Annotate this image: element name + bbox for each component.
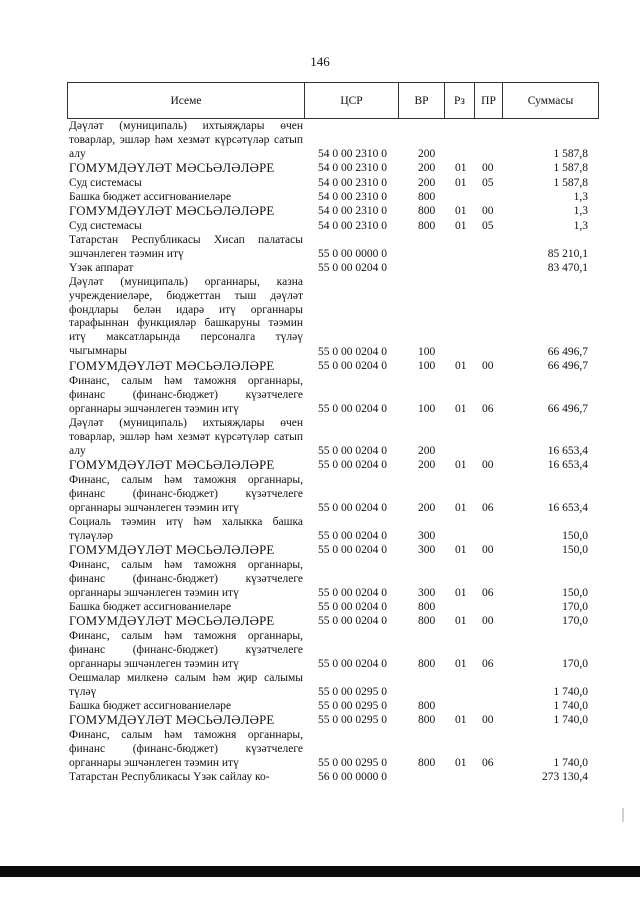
page-number: 146	[310, 54, 330, 69]
row-name: Финанс, салым һәм таможня органнары, финанс (финанс-бюджет) күзәтчелеге органнары эшчәнлеген тәэмин итү	[69, 630, 303, 670]
header-csr: ЦСР	[304, 83, 398, 118]
row-vr: 200	[418, 148, 436, 160]
row-csr: 55 0 00 0295 0	[318, 757, 387, 769]
row-pr: 06	[482, 757, 494, 769]
row-csr: 55 0 00 0204 0	[318, 262, 387, 274]
row-csr: 54 0 00 2310 0	[318, 220, 387, 232]
table-row	[0, 417, 640, 459]
row-rz: 01	[455, 162, 467, 174]
row-rz: 01	[455, 220, 467, 232]
row-name: Үзәк аппарат	[69, 262, 134, 274]
row-pr: 00	[482, 714, 494, 726]
table-row	[0, 474, 640, 516]
row-sum: 1 587,8	[553, 177, 588, 189]
row-sum: 1,3	[573, 191, 588, 203]
row-name: ГОМУМДӘҮЛӘТ МӘСЬӘЛӘЛӘРЕ	[69, 543, 275, 557]
table-row	[0, 360, 640, 375]
row-name: Финанс, салым һәм таможня органнары, финанс (финанс-бюджет) күзәтчелеге органнары эшчәнлеген тәэмин итү	[69, 375, 303, 415]
row-csr: 55 0 00 0204 0	[318, 346, 387, 358]
table-row	[0, 544, 640, 559]
row-csr: 55 0 00 0204 0	[318, 658, 387, 670]
row-vr: 100	[418, 360, 436, 372]
row-name: Башка бюджет ассигнованиеләре	[69, 601, 232, 613]
row-name: Башка бюджет ассигнованиеләре	[69, 191, 232, 203]
row-sum: 16 653,4	[547, 459, 588, 471]
row-rz: 01	[455, 658, 467, 670]
row-name: ГОМУМДӘҮЛӘТ МӘСЬӘЛӘЛӘРЕ	[69, 614, 275, 628]
table-row	[0, 276, 640, 360]
row-vr: 800	[418, 658, 436, 670]
row-csr: 55 0 00 0295 0	[318, 686, 387, 698]
table-row	[0, 729, 640, 771]
header-sum: Суммасы	[502, 83, 598, 118]
row-sum: 150,0	[562, 530, 588, 542]
table-row	[0, 516, 640, 544]
header-name: Исеме	[170, 94, 202, 107]
row-vr: 100	[418, 403, 436, 415]
row-vr: 200	[418, 162, 436, 174]
row-vr: 300	[418, 544, 436, 556]
row-sum: 1 587,8	[553, 162, 588, 174]
row-rz: 01	[455, 714, 467, 726]
header-pr: ПР	[474, 83, 502, 118]
row-pr: 06	[482, 403, 494, 415]
table-row	[0, 162, 640, 177]
row-sum: 16 653,4	[547, 445, 588, 457]
table-row	[0, 120, 640, 162]
row-name: Башка бюджет ассигнованиеләре	[69, 700, 232, 712]
table-row	[0, 459, 640, 474]
row-csr: 55 0 00 0204 0	[318, 601, 387, 613]
row-csr: 54 0 00 2310 0	[318, 191, 387, 203]
table-row	[0, 234, 640, 262]
row-vr: 800	[418, 757, 436, 769]
row-name: Дәүләт (муниципаль) ихтыяҗлары өчен товарлар, эшләр һәм хезмәт күрсәтүләр сатып алу	[69, 120, 303, 160]
row-sum: 1 740,0	[553, 757, 588, 769]
row-name: Татарстан Республикасы Үзәк сайлау ко-	[69, 771, 270, 783]
row-sum: 150,0	[562, 587, 588, 599]
table-row	[0, 700, 640, 714]
row-csr: 54 0 00 2310 0	[318, 162, 387, 174]
row-sum: 1 740,0	[553, 686, 588, 698]
row-rz: 01	[455, 459, 467, 471]
row-csr: 54 0 00 2310 0	[318, 177, 387, 189]
row-name: Татарстан Республикасы Хисап палатасы эшчәнлеген тәэмин итү	[69, 234, 303, 260]
row-sum: 1,3	[573, 220, 588, 232]
row-csr: 55 0 00 0295 0	[318, 700, 387, 712]
row-sum: 1 587,8	[553, 148, 588, 160]
row-name: Дәүләт (муниципаль) ихтыяҗлары өчен товарлар, эшләр һәм хезмәт күрсәтүләр сатып алу	[69, 417, 303, 457]
table-row	[0, 771, 640, 785]
row-csr: 55 0 00 0204 0	[318, 360, 387, 372]
row-name: ГОМУМДӘҮЛӘТ МӘСЬӘЛӘЛӘРЕ	[69, 458, 275, 472]
row-vr: 800	[418, 191, 436, 203]
table-row	[0, 262, 640, 276]
row-name: ГОМУМДӘҮЛӘТ МӘСЬӘЛӘЛӘРЕ	[69, 713, 275, 727]
row-sum: 66 496,7	[547, 360, 588, 372]
row-pr: 00	[482, 459, 494, 471]
row-vr: 800	[418, 714, 436, 726]
row-pr: 00	[482, 162, 494, 174]
row-pr: 00	[482, 360, 494, 372]
table-row	[0, 205, 640, 220]
row-csr: 55 0 00 0204 0	[318, 459, 387, 471]
row-rz: 01	[455, 177, 467, 189]
row-rz: 01	[455, 502, 467, 514]
row-sum: 170,0	[562, 601, 588, 613]
row-csr: 55 0 00 0204 0	[318, 445, 387, 457]
row-sum: 83 470,1	[547, 262, 588, 274]
row-vr: 300	[418, 530, 436, 542]
row-vr: 800	[418, 700, 436, 712]
scan-edge-mark	[622, 808, 624, 822]
row-name: Дәүләт (муниципаль) органнары, казна учреждениеләре, бюджеттан тыш дәүләт фондлары белән идарә итү органнары тарафыннан функцияләр башкаруны тәэмин итү максатларында персоналга түләү чыгымнары	[69, 276, 303, 357]
row-name: ГОМУМДӘҮЛӘТ МӘСЬӘЛӘЛӘРЕ	[69, 359, 275, 373]
header-rz: Рз	[444, 83, 474, 118]
row-sum: 66 496,7	[547, 403, 588, 415]
header-vr: ВР	[398, 83, 444, 118]
row-sum: 1 740,0	[553, 714, 588, 726]
row-rz: 01	[455, 403, 467, 415]
row-vr: 200	[418, 459, 436, 471]
row-csr: 55 0 00 0000 0	[318, 248, 387, 260]
row-sum: 273 130,4	[542, 771, 588, 783]
row-sum: 1,3	[573, 205, 588, 217]
row-vr: 800	[418, 601, 436, 613]
row-rz: 01	[455, 615, 467, 627]
row-vr: 800	[418, 205, 436, 217]
row-rz: 01	[455, 757, 467, 769]
row-name: Финанс, салым һәм таможня органнары, финанс (финанс-бюджет) күзәтчелеге органнары эшчәнлеген тәэмин итү	[69, 474, 303, 514]
row-sum: 85 210,1	[547, 248, 588, 260]
scan-bottom-border	[0, 866, 640, 877]
row-vr: 200	[418, 177, 436, 189]
table-row	[0, 714, 640, 729]
row-pr: 00	[482, 615, 494, 627]
row-pr: 06	[482, 587, 494, 599]
row-csr: 55 0 00 0204 0	[318, 502, 387, 514]
row-name: Финанс, салым һәм таможня органнары, финанс (финанс-бюджет) күзәтчелеге органнары эшчәнлеген тәэмин итү	[69, 559, 303, 599]
row-vr: 200	[418, 445, 436, 457]
row-pr: 06	[482, 658, 494, 670]
table-row	[0, 601, 640, 615]
row-name: Социаль тәэмин итү һәм халыкка башка түләүләр	[69, 516, 303, 542]
table-row	[0, 177, 640, 191]
row-pr: 05	[482, 220, 494, 232]
row-pr: 00	[482, 205, 494, 217]
row-rz: 01	[455, 205, 467, 217]
row-vr: 200	[418, 502, 436, 514]
row-name: Финанс, салым һәм таможня органнары, финанс (финанс-бюджет) күзәтчелеге органнары эшчәнлеген тәэмин итү	[69, 729, 303, 769]
table-row	[0, 615, 640, 630]
table-row	[0, 630, 640, 672]
row-csr: 55 0 00 0295 0	[318, 714, 387, 726]
row-rz: 01	[455, 544, 467, 556]
row-csr: 55 0 00 0204 0	[318, 615, 387, 627]
row-pr: 06	[482, 502, 494, 514]
row-sum: 170,0	[562, 658, 588, 670]
row-name: Оешмалар милкенә салым һәм җир салымы түләү	[69, 672, 303, 698]
row-sum: 1 740,0	[553, 700, 588, 712]
row-sum: 16 653,4	[547, 502, 588, 514]
table-row	[0, 191, 640, 205]
row-rz: 01	[455, 587, 467, 599]
row-vr: 800	[418, 615, 436, 627]
row-sum: 150,0	[562, 544, 588, 556]
row-csr: 55 0 00 0204 0	[318, 587, 387, 599]
row-csr: 54 0 00 2310 0	[318, 205, 387, 217]
row-csr: 55 0 00 0204 0	[318, 530, 387, 542]
row-pr: 05	[482, 177, 494, 189]
table-row	[0, 220, 640, 234]
row-csr: 54 0 00 2310 0	[318, 148, 387, 160]
row-name: Суд системасы	[69, 177, 142, 189]
row-name: ГОМУМДӘҮЛӘТ МӘСЬӘЛӘЛӘРЕ	[69, 161, 275, 175]
row-sum: 66 496,7	[547, 346, 588, 358]
row-sum: 170,0	[562, 615, 588, 627]
table-header	[67, 82, 599, 119]
row-csr: 55 0 00 0204 0	[318, 403, 387, 415]
row-rz: 01	[455, 360, 467, 372]
row-name: Суд системасы	[69, 220, 142, 232]
row-csr: 55 0 00 0204 0	[318, 544, 387, 556]
row-csr: 56 0 00 0000 0	[318, 771, 387, 783]
row-pr: 00	[482, 544, 494, 556]
row-vr: 800	[418, 220, 436, 232]
table-row	[0, 559, 640, 601]
table-row	[0, 672, 640, 700]
row-name: ГОМУМДӘҮЛӘТ МӘСЬӘЛӘЛӘРЕ	[69, 204, 275, 218]
row-vr: 100	[418, 346, 436, 358]
table-row	[0, 375, 640, 417]
row-vr: 300	[418, 587, 436, 599]
